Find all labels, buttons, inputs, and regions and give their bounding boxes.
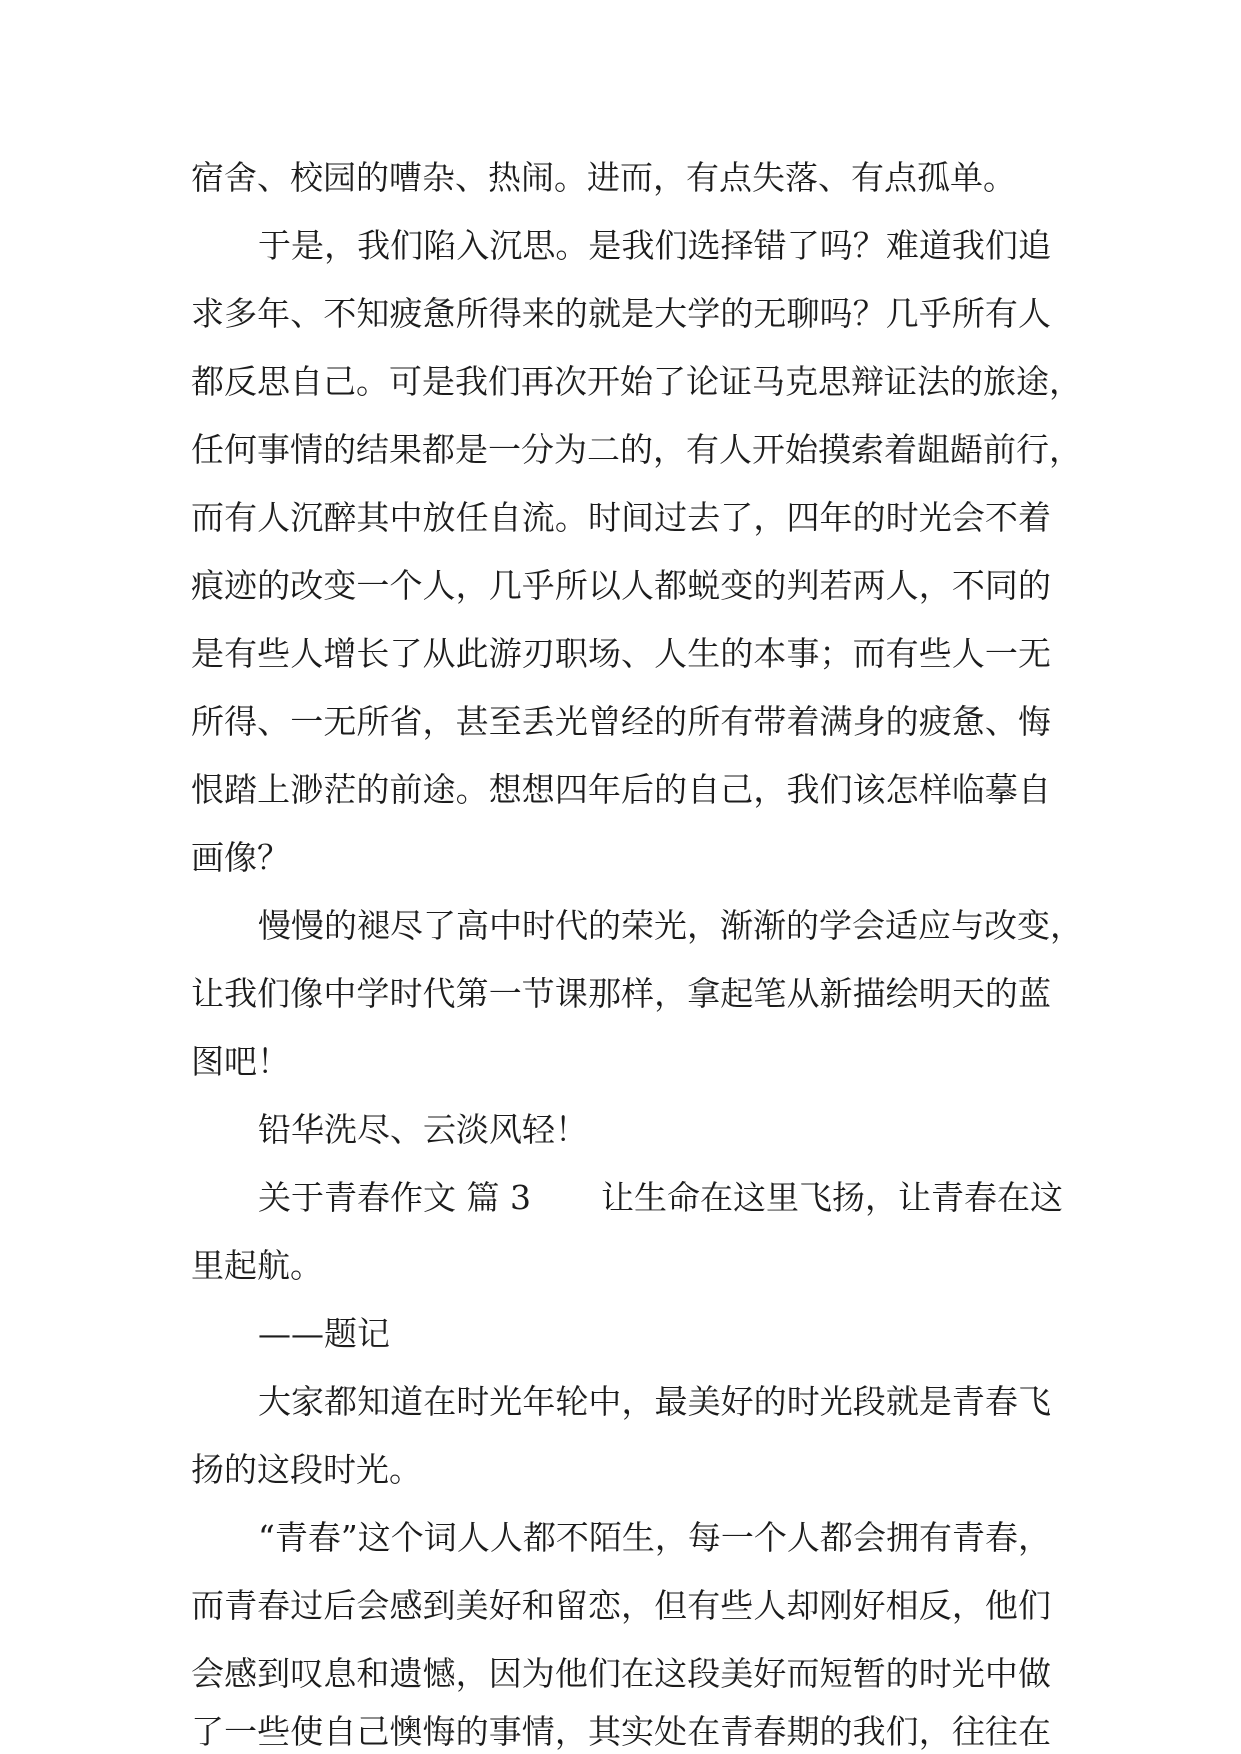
text-line: 痕迹的改变一个人，几乎所以人都蜕变的判若两人，不同的 <box>191 566 1051 605</box>
text-line: 恨踏上渺茫的前途。想想四年后的自己，我们该怎样临摹自 <box>191 770 1051 809</box>
text-line: 于是，我们陷入沉思。是我们选择错了吗？难道我们追 <box>258 226 1051 265</box>
text-line: 慢慢的褪尽了高中时代的荣光，渐渐的学会适应与改变， <box>258 906 1083 945</box>
section-heading: 关于青春作文 篇 3 <box>258 1178 531 1217</box>
epigraph-attribution: ——题记 <box>258 1314 390 1353</box>
text-line: 大家都知道在时光年轮中，最美好的时光段就是青春飞 <box>258 1382 1051 1421</box>
text-line: “青春”这个词人人都不陌生，每一个人都会拥有青春， <box>258 1518 1051 1557</box>
text-line: 了一些使自己懊悔的事情，其实处在青春期的我们，往往在 <box>191 1712 1051 1751</box>
text-line: 任何事情的结果都是一分为二的，有人开始摸索着龃龉前行， <box>191 430 1082 469</box>
text-line: 宿舍、校园的嘈杂、热闹。进而，有点失落、有点孤单。 <box>191 158 1016 197</box>
text-line: 求多年、不知疲惫所得来的就是大学的无聊吗？几乎所有人 <box>191 294 1051 333</box>
epigraph-text: 让生命在这里飞扬，让青春在这 <box>601 1178 1063 1217</box>
text-line: 里起航。 <box>191 1246 323 1285</box>
text-line: 扬的这段时光。 <box>191 1450 422 1489</box>
text-line: 所得、一无所省，甚至丢光曾经的所有带着满身的疲惫、悔 <box>191 702 1051 741</box>
text-line: 图吧！ <box>191 1042 290 1081</box>
text-line: 让我们像中学时代第一节课那样，拿起笔从新描绘明天的蓝 <box>191 974 1051 1013</box>
text-line: 都反思自己。可是我们再次开始了论证马克思辩证法的旅途， <box>191 362 1082 401</box>
section-heading-line <box>258 1168 1063 1228</box>
text-line: 铅华洗尽、云淡风轻！ <box>258 1110 588 1149</box>
text-line: 画像？ <box>191 838 290 877</box>
text-line: 会感到叹息和遗憾，因为他们在这段美好而短暂的时光中做 <box>191 1654 1051 1693</box>
text-line: 而青春过后会感到美好和留恋，但有些人却刚好相反，他们 <box>191 1586 1051 1625</box>
text-line: 是有些人增长了从此游刃职场、人生的本事；而有些人一无 <box>191 634 1051 673</box>
text-line: 而有人沉醉其中放任自流。时间过去了，四年的时光会不着 <box>191 498 1051 537</box>
